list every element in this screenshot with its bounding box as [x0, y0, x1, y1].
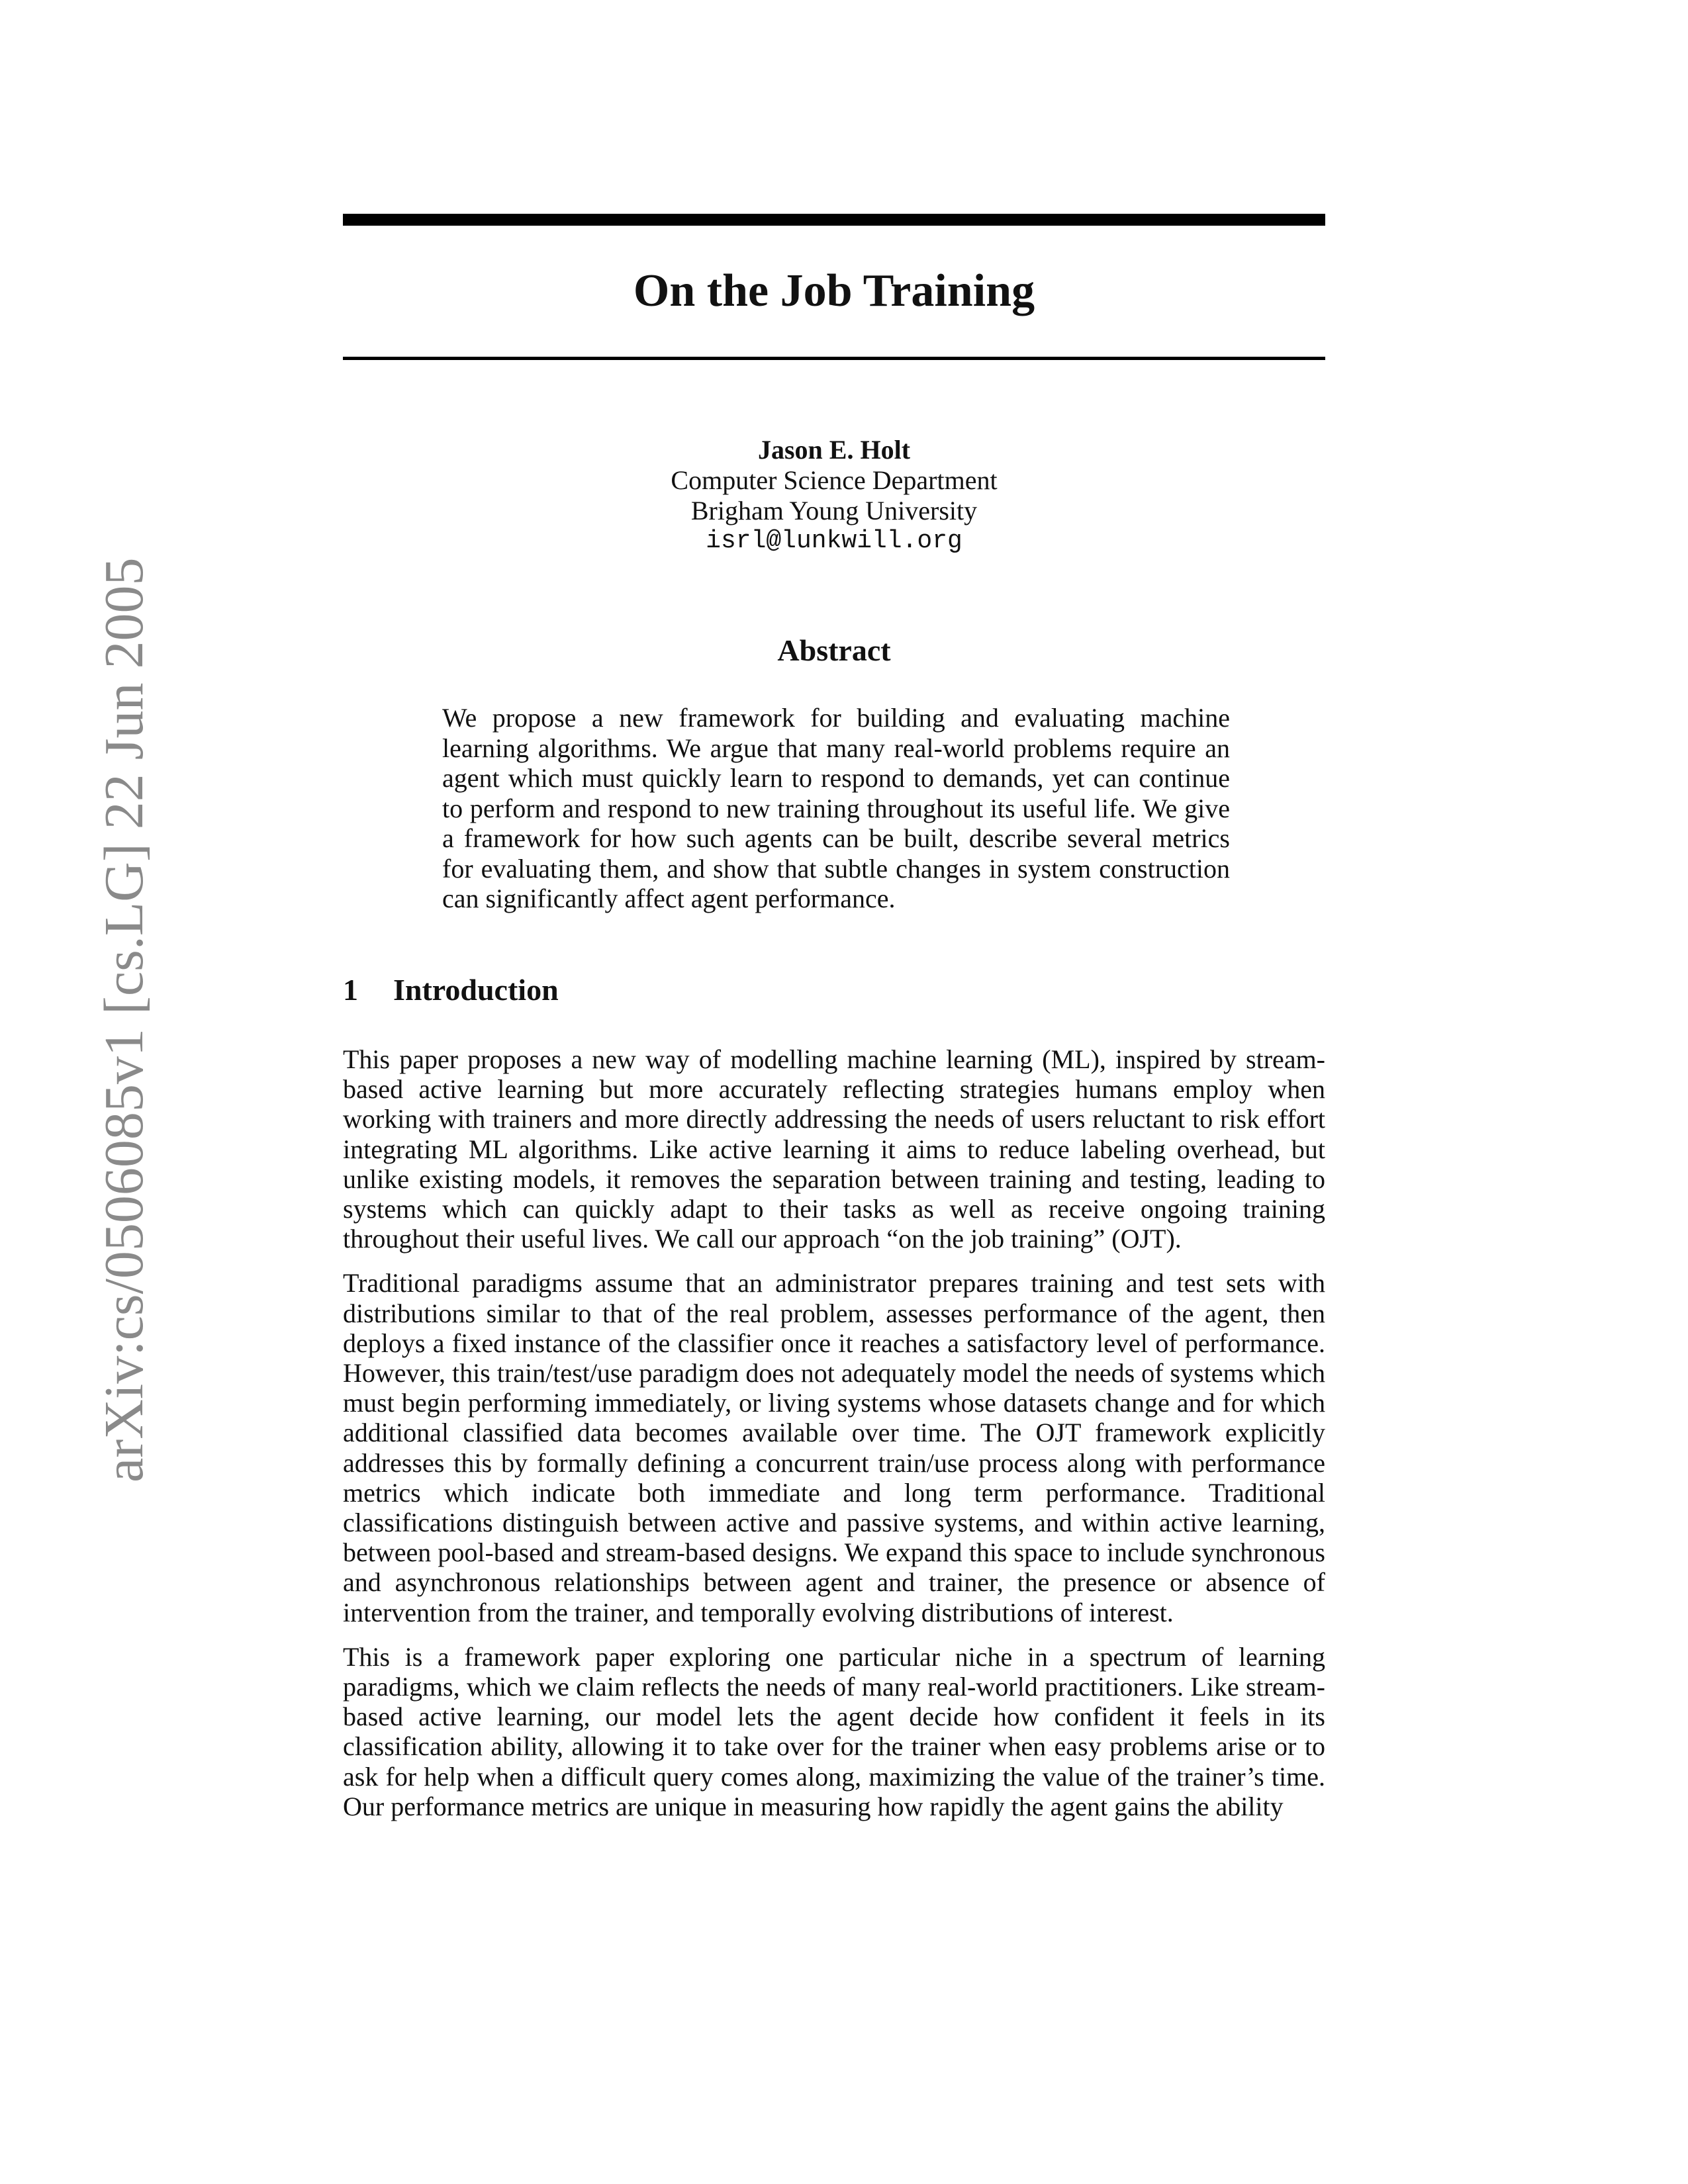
- introduction-body: [343, 1044, 1325, 1836]
- paragraph: This paper proposes a new way of modelling machine learning (ML), inspired by stream-based active learning but more accurately reflecting strategies humans employ when working with trainers and more directly addressing the needs of users reluctant to risk effort integrating ML algorithms. Like active learning it aims to reduce labeling overhead, but unlike existing models, it removes the separation between training and testing, leading to systems which can quickly adapt to their tasks as well as receive ongoing training throughout their useful lives. We call our approach “on the job training” (OJT).: [343, 1044, 1325, 1254]
- author-name: Jason E. Holt: [757, 435, 911, 465]
- title-bottom-rule: [343, 357, 1325, 360]
- author-email[interactable]: isrl@lunkwill.org: [706, 527, 962, 555]
- section-title: Introduction: [393, 973, 559, 1007]
- paragraph: This is a framework paper exploring one particular niche in a spectrum of learning paradigms, which we claim reflects the needs of many real-world practitioners. Like stream-based active learning, our model lets the agent decide how confident it feels in its classification ability, allowing it to take over for the trainer when easy problems arise or to ask for help when a difficult query comes along, maximizing the value of the trainer’s time. Our performance metrics are unique in measuring how rapidly the agent gains the ability: [343, 1641, 1325, 1821]
- arxiv-identifier-stamp: arXiv:cs/0506085v1 [cs.LG] 22 Jun 2005: [93, 557, 155, 1482]
- author-block: [343, 435, 1325, 557]
- section-heading-introduction: [343, 972, 1325, 1009]
- author-department: Computer Science Department: [671, 465, 998, 495]
- title-top-rule: [343, 214, 1325, 226]
- abstract-heading: Abstract: [777, 633, 891, 667]
- author-university: Brigham Young University: [690, 496, 978, 525]
- paragraph: Traditional paradigms assume that an administrator prepares training and test sets with distributions similar to that of the real problem, assesses performance of the agent, then deploys a fixed instance of the classifier once it reaches a satisfactory level of performance. However, this train/test/use paradigm does not adequately model the needs of systems which must begin performing immediately, or living systems whose datasets change and for which additional classified data becomes available over time. The OJT framework explicitly addresses this by formally defining a concurrent train/use process along with performance metrics which indicate both immediate and long term performance. Traditional classifications distinguish between active and passive systems, and within active learning, between pool-based and stream-based designs. We expand this space to include synchronous and asynchronous relationships between agent and trainer, the presence or absence of intervention from the trainer, and temporally evolving distributions of interest.: [343, 1268, 1325, 1627]
- abstract-text: We propose a new framework for building and evaluating machine learning algorithms. We argue that many real-world problems require an agent which must quickly learn to respond to demands, yet can continue to perform and respond to new training throughout its useful life. We give a framework for how such agents can be built, describe several metrics for evaluating them, and show that subtle changes in system construction can significantly affect agent performance.: [442, 703, 1230, 913]
- section-number: 1: [343, 973, 358, 1007]
- paper-title: On the Job Training: [633, 265, 1035, 316]
